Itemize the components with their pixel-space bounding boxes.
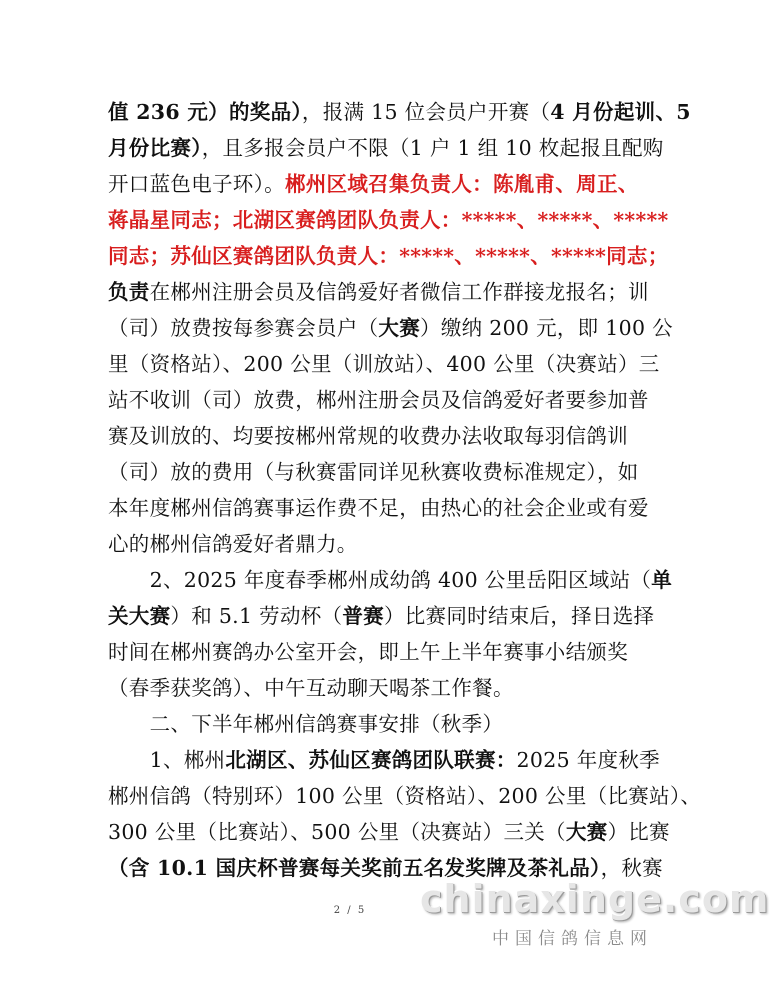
text-segment: 同志；苏仙区赛鸽团队负责人：*****、*****、*****同志； — [108, 244, 669, 268]
text-segment: 心的郴州信鸽爱好者鼎力。 — [108, 532, 358, 556]
text-line — [108, 310, 673, 346]
text-line — [108, 382, 649, 418]
text-line — [108, 454, 639, 490]
text-line — [108, 346, 660, 382]
text-segment: 赛及训放的、均要按郴州常规的收费办法收取每羽信鸽训 — [108, 424, 628, 448]
text-line — [108, 418, 628, 454]
text-segment: 郴州区域召集负责人：陈胤甫、周正、 — [284, 172, 639, 196]
text-segment: 大赛 — [378, 316, 421, 340]
text-line — [108, 202, 669, 238]
text-segment: （春季获奖鸽）、中午互动聊天喝茶工作餐。 — [108, 676, 514, 700]
text-segment: 关大赛 — [108, 604, 171, 628]
text-segment: 里（资格站）、200 公里（训放站）、400 公里（决赛站）三 — [108, 352, 660, 376]
text-segment: 1、郴州 — [108, 748, 226, 772]
text-segment: 站不收训（司）放费，郴州注册会员及信鸽爱好者要参加普 — [108, 388, 649, 412]
text-segment: 2025 年度秋季 — [516, 748, 660, 772]
text-line — [108, 274, 649, 310]
text-line — [108, 706, 628, 742]
page-number: 2 / 5 — [333, 905, 367, 916]
text-line — [108, 94, 691, 130]
text-segment: ）缴纳 200 元，即 100 公 — [420, 316, 673, 340]
text-segment: ，且多报会员户不限（1 户 1 组 10 枚起报且配购 — [201, 136, 664, 160]
text-segment: 300 公里（比赛站）、500 公里（决赛站）三关（ — [108, 820, 566, 844]
text-line — [108, 778, 702, 814]
text-segment: 月份比赛） — [108, 136, 202, 160]
text-segment: （司）放的费用（与秋赛雷同详见秋赛收费标准规定），如 — [108, 460, 639, 484]
text-segment: 开口蓝色电子环）。 — [108, 172, 285, 196]
text-line — [108, 742, 660, 778]
text-line — [108, 670, 628, 706]
text-segment: 4 月份起训、5 — [550, 100, 691, 124]
text-segment: 郴州信鸽（特别环）100 公里（资格站）、200 公里（比赛站）、 — [108, 784, 702, 808]
text-line — [108, 526, 628, 562]
text-segment: ，报满 15 位会员户开赛（ — [301, 100, 551, 124]
text-segment: 大赛 — [565, 820, 608, 844]
text-segment: 在郴州注册会员及信鸽爱好者微信工作群接龙报名；训 — [149, 280, 649, 304]
text-segment: 2、2025 年度春季郴州成幼鸽 400 公里岳阳区域站（ — [108, 568, 652, 592]
document-body — [108, 94, 702, 886]
text-segment: ）和 5.1 劳动杯（ — [170, 604, 343, 628]
text-line — [108, 130, 664, 166]
text-segment: 普赛 — [342, 604, 384, 628]
text-segment: 值 236 元）的奖品） — [108, 100, 302, 124]
text-segment: （司）放费按每参赛会员户（ — [108, 316, 379, 340]
watermark-logo: chinaxinge.com — [420, 877, 770, 921]
text-segment: 北湖区、苏仙区赛鸽团队联赛： — [225, 748, 517, 772]
text-segment: 本年度郴州信鸽赛事运作费不足，由热心的社会企业或有爱 — [108, 496, 649, 520]
text-line — [108, 166, 639, 202]
text-segment: ，秋赛 — [600, 856, 663, 880]
text-segment: 时间在郴州赛鸽办公室开会，即上午上半年赛事小结颁奖 — [108, 640, 628, 664]
text-line — [108, 490, 649, 526]
text-segment: 单 — [651, 568, 673, 592]
text-line — [108, 238, 669, 274]
text-line — [108, 598, 655, 634]
text-line — [108, 634, 628, 670]
text-line — [108, 562, 673, 598]
text-line — [108, 814, 670, 850]
text-segment: ）比赛 — [607, 820, 670, 844]
watermark-site-name: 中国信鸽信息网 — [492, 929, 653, 949]
text-segment: 二、下半年郴州信鸽赛事安排（秋季） — [108, 712, 504, 736]
text-segment: 负责 — [108, 280, 150, 304]
text-segment: 蒋晶星同志；北湖区赛鸽团队负责人：*****、*****、***** — [108, 208, 669, 232]
text-segment: ）比赛同时结束后，择日选择 — [383, 604, 655, 628]
text-segment: （含 10.1 国庆杯普赛每关奖前五名发奖牌及茶礼品） — [108, 856, 601, 880]
